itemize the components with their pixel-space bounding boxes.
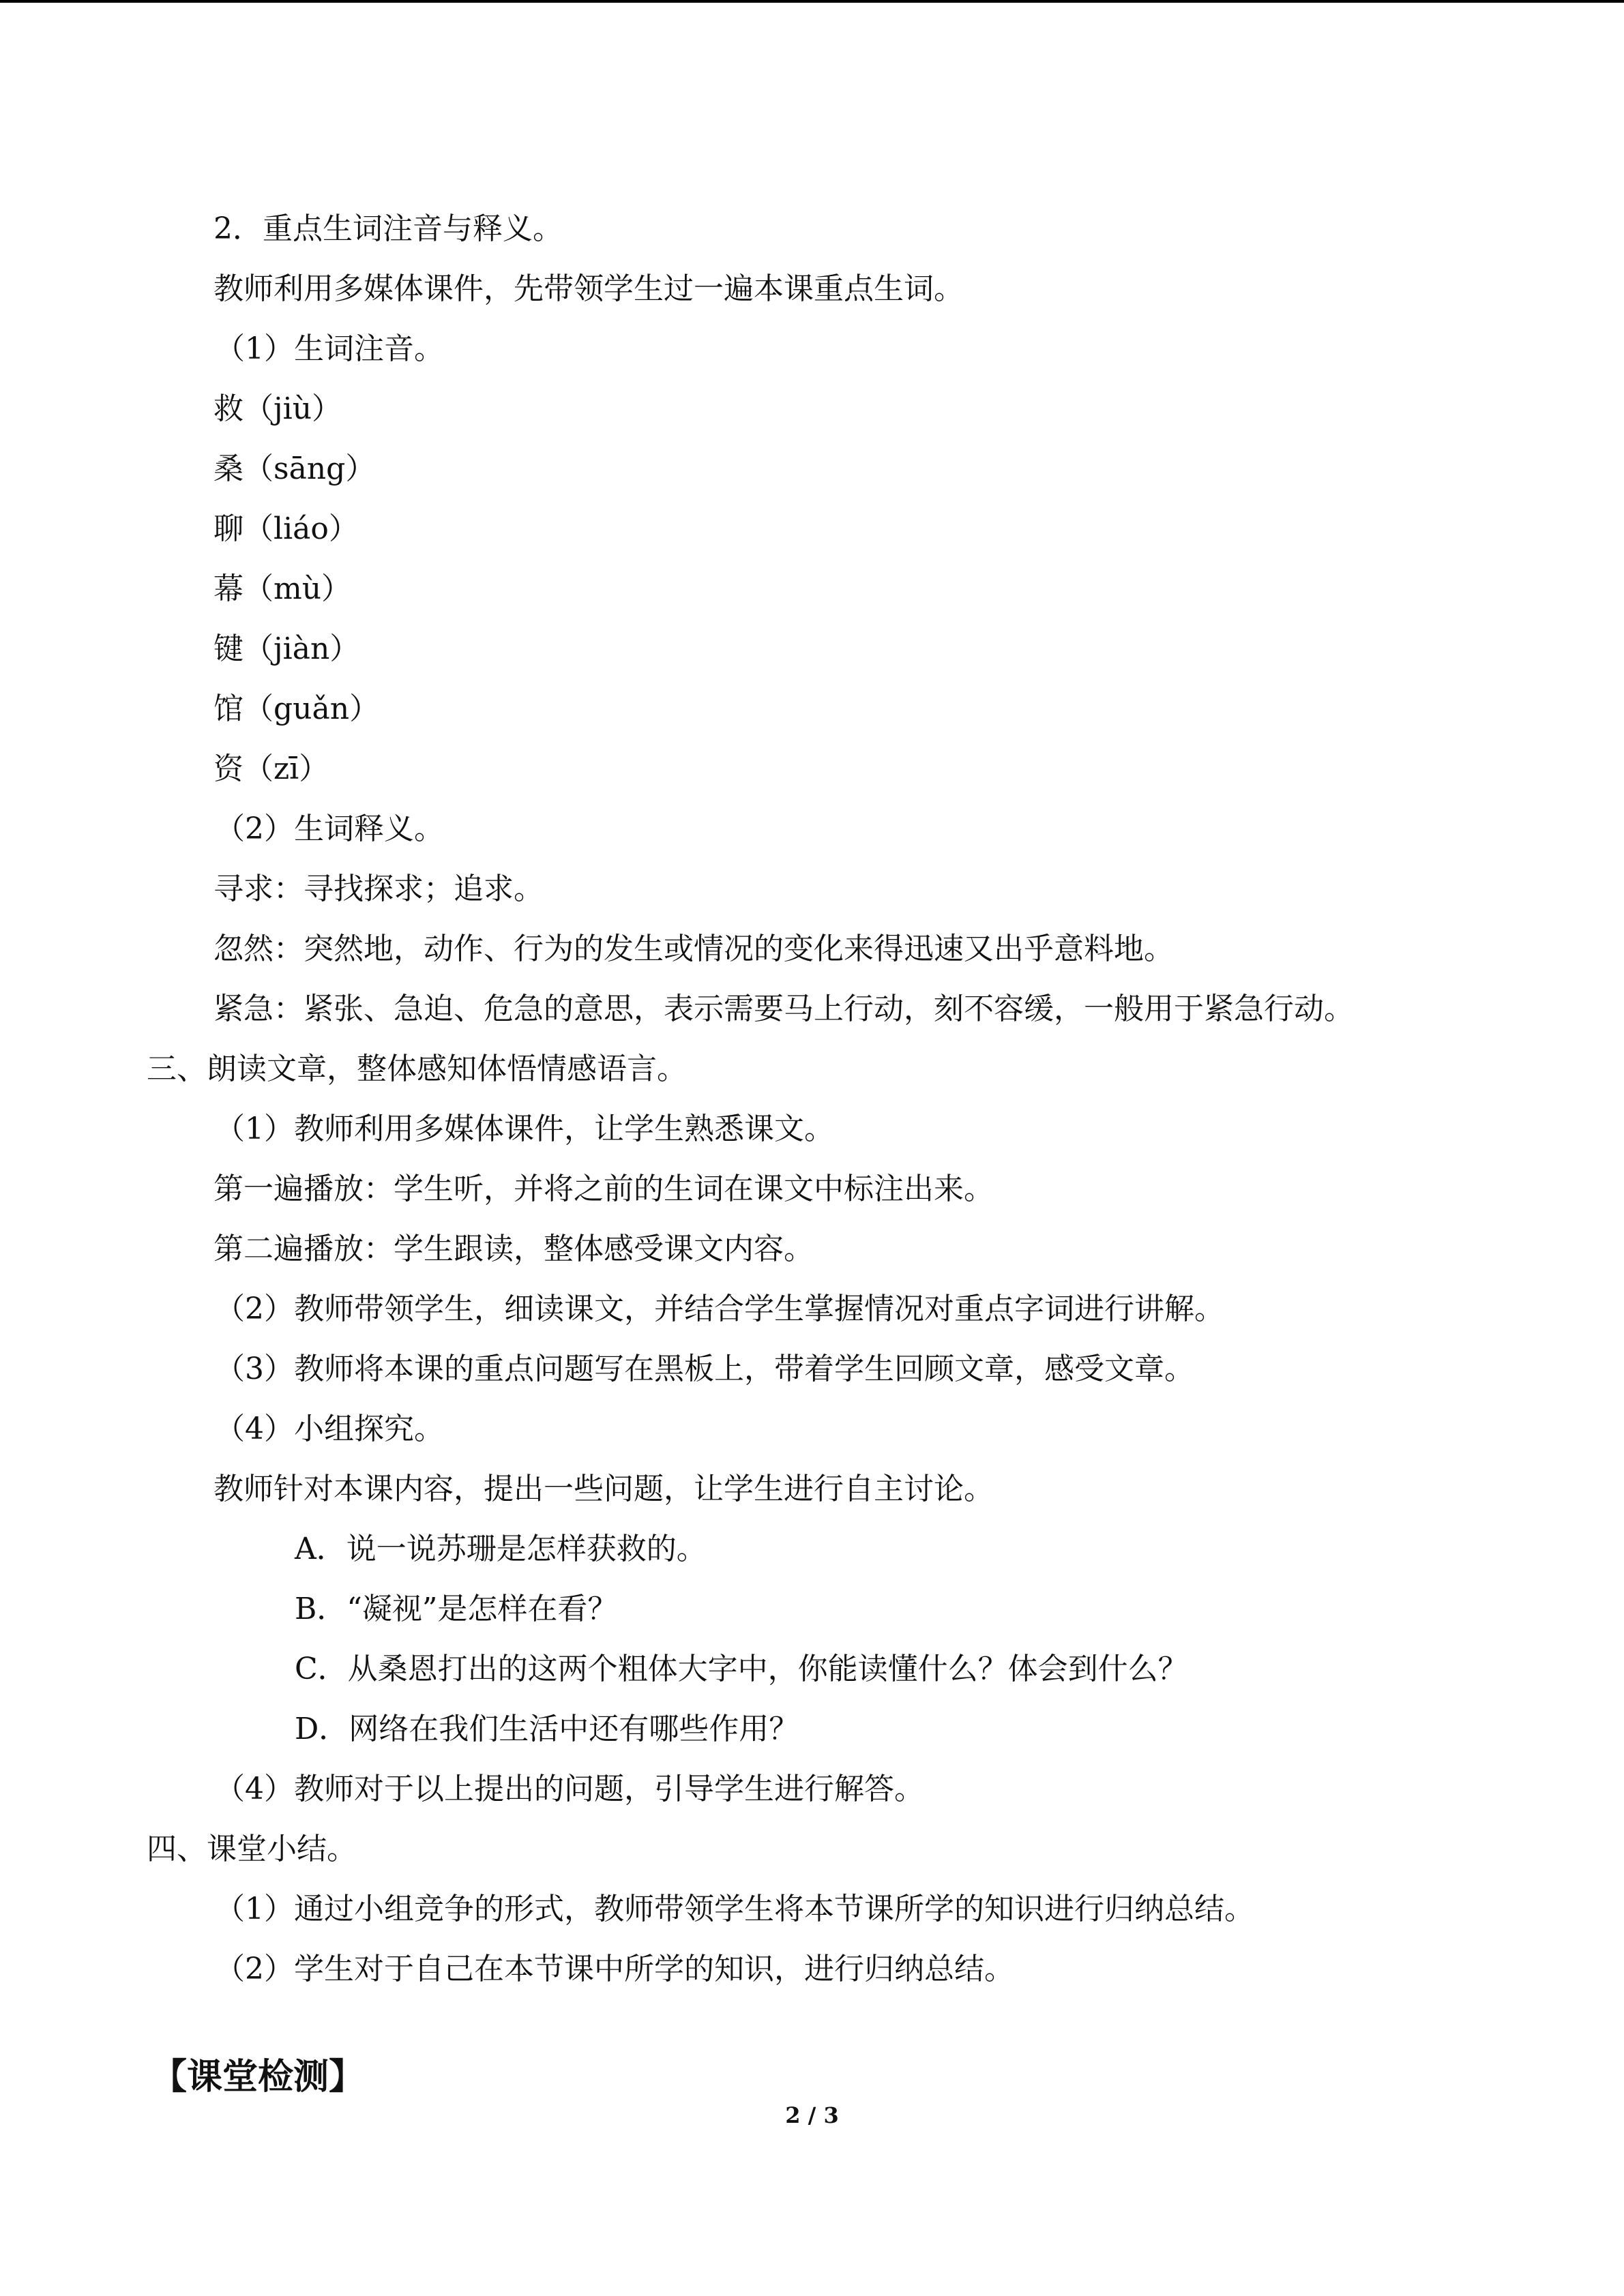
- paragraph-line: 寻求：寻找探求；追求。: [213, 871, 544, 906]
- paragraph-line: 馆（guǎn）: [213, 691, 380, 726]
- question-item: B．“凝视”是怎样在看？: [295, 1592, 618, 1626]
- top-border: [0, 0, 1624, 3]
- paragraph-line: 桑（sāng）: [213, 451, 376, 486]
- paragraph-line: 聊（liáo）: [213, 511, 359, 546]
- paragraph-line: 2．重点生词注音与释义。: [213, 211, 563, 246]
- section-title: 四、课堂小结。: [147, 1832, 357, 1866]
- paragraph-line: 忽然：突然地，动作、行为的发生或情况的变化来得迅速又出乎意料地。: [213, 931, 1174, 966]
- paragraph-line: （2）教师带领学生，细读课文，并结合学生掌握情况对重点字词进行讲解。: [215, 1292, 1224, 1326]
- paragraph-line: 幕（mù）: [213, 571, 352, 606]
- paragraph-line: （1）通过小组竞争的形式，教师带领学生将本节课所学的知识进行归纳总结。: [215, 1892, 1254, 1926]
- paragraph-line: （1）生词注音。: [215, 331, 444, 366]
- paragraph-line: （2）生词释义。: [215, 811, 444, 846]
- paragraph-line: 第一遍播放：学生听，并将之前的生词在课文中标注出来。: [213, 1172, 994, 1206]
- question-item: D．网络在我们生活中还有哪些作用？: [295, 1712, 799, 1746]
- paragraph-line: 第二遍播放：学生跟读，整体感受课文内容。: [213, 1232, 814, 1266]
- paragraph-line: （4）小组探究。: [215, 1412, 444, 1446]
- page-number: 2 / 3: [785, 2102, 839, 2128]
- paragraph-line: 教师针对本课内容，提出一些问题，让学生进行自主讨论。: [213, 1472, 994, 1506]
- section-title: 三、朗读文章，整体感知体悟情感语言。: [147, 1052, 687, 1086]
- section-heading: 【课堂检测】: [151, 2056, 365, 2098]
- paragraph-line: 教师利用多媒体课件，先带领学生过一遍本课重点生词。: [213, 271, 964, 306]
- paragraph-line: 救（jiù）: [213, 391, 342, 426]
- paragraph-line: （1）教师利用多媒体课件，让学生熟悉课文。: [215, 1112, 834, 1146]
- paragraph-line: （3）教师将本课的重点问题写在黑板上，带着学生回顾文章，感受文章。: [215, 1352, 1194, 1386]
- paragraph-line: 键（jiàn）: [213, 631, 360, 666]
- paragraph-line: （4）教师对于以上提出的问题，引导学生进行解答。: [215, 1772, 924, 1806]
- question-item: C．从桑恩打出的这两个粗体大字中，你能读懂什么？体会到什么？: [295, 1652, 1188, 1686]
- paragraph-line: 紧急：紧张、急迫、危急的意思，表示需要马上行动，刻不容缓，一般用于紧急行动。: [213, 992, 1354, 1026]
- paragraph-line: （2）学生对于自己在本节课中所学的知识，进行归纳总结。: [215, 1952, 1014, 1986]
- question-item: A．说一说苏珊是怎样获救的。: [295, 1532, 707, 1566]
- paragraph-line: 资（zī）: [213, 751, 329, 786]
